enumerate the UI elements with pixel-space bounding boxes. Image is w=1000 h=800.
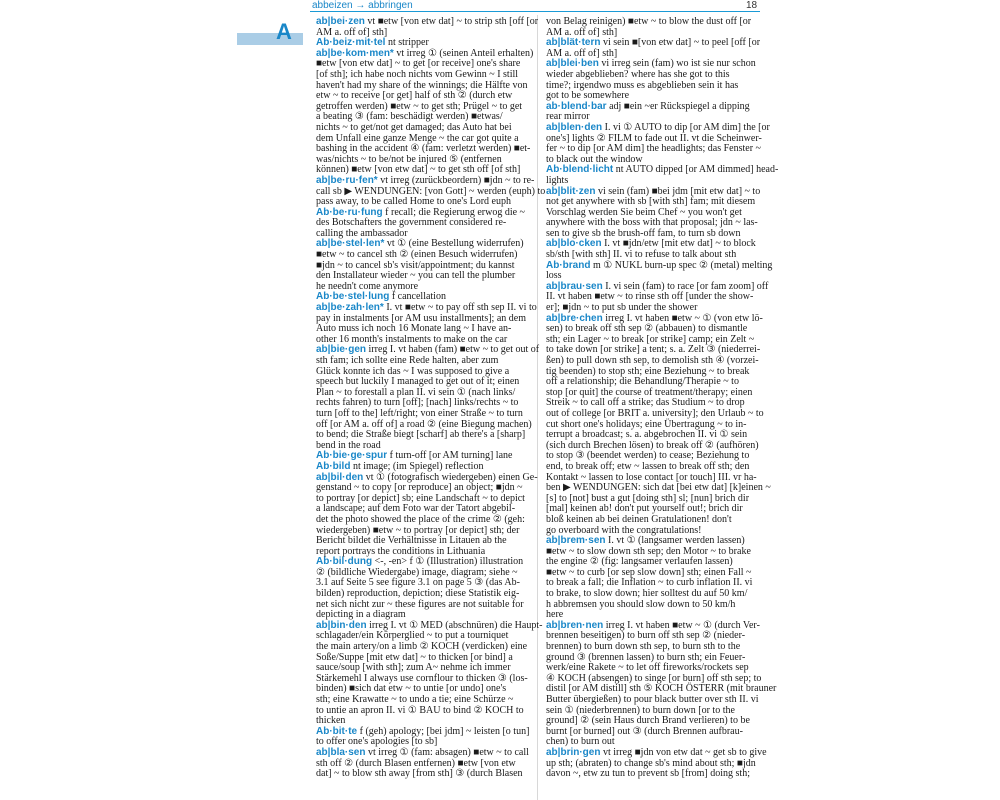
entry-text: irreg I. vt ① MED (abschnüren) die Haupt- [366, 619, 543, 631]
entry-line-headword [546, 164, 779, 176]
entry-text: [mal] keinen ab! don't put yourself out!; brich dir [546, 503, 743, 515]
entry-text: the main artery/on a limb ② KOCH (verdicken) eine [316, 641, 528, 653]
entry-text: call sb ▶ WENDUNGEN: [von Gott] ~ werden (euph) to [316, 185, 546, 197]
entry-text: [of sth]; ich habe noch nichts vom Gewinn ~ I still [316, 68, 519, 80]
entry-text: Vorschlag werden Sie beim Chef ~ you won't get [546, 206, 742, 218]
headword: ab|bre·chen [546, 312, 603, 324]
entry-text: binden) ■sich dat etw ~ to untie [or undo] one's [316, 683, 507, 695]
entry-text: ■etw ~ to curb [or sep slow down] sth; einen Fall ~ [546, 566, 752, 578]
entry-text: to bend; die Straße biegt [scharf] ab there's a [sharp] [316, 429, 526, 441]
entry-text: report portrays the conditions in Lithuania [316, 545, 486, 557]
entry-text: ground ③ (brennen lassen) to burn sth; ein Feuer- [546, 651, 746, 663]
entry-text: to break a fall; die Inflation ~ to curb inflation II. vi [546, 577, 753, 589]
headword: ab|bren·nen [546, 619, 604, 631]
entry-text: ■etw ~ to slow down sth sep; den Motor ~ to brake [546, 545, 751, 557]
entry-text: he needn't come anymore [316, 280, 419, 292]
entry-text: off a relationship; die Behandlung/Therapie ~ to [546, 376, 739, 388]
entry-text: speech but luckily I managed to get out of it; einen [316, 376, 520, 388]
entry-text: lights [546, 174, 569, 186]
entry-text: I. vi ① AUTO to dip [or AM dim] the [or [602, 121, 770, 133]
entry-text: genstand ~ to copy [or reproduce] an object; ■jdn ~ [316, 482, 523, 494]
entry-text: etw ~ to receive [or get] half of sth ② (durch etw [316, 90, 513, 102]
entry-text: sen to give sb the brush-off fam, to turn sb down [546, 227, 741, 239]
entry-text: was/nichts ~ to be/not be injured ⑤ (entfernen [316, 153, 502, 165]
entry-text: Plan ~ to forestall a plan II. vi sein ① (nach links/ [316, 386, 516, 398]
entry-text: nt stripper [385, 37, 429, 49]
entry-text: nt AUTO dipped [or AM dimmed] head- [613, 164, 779, 176]
headword: ab|blo·cken [546, 238, 602, 250]
entry-text: chen) to burn out [546, 736, 615, 748]
entry-text: to black out the window [546, 153, 643, 165]
entry-text: bashing in the accident ④ (fam: verletzt werden) ■et- [316, 143, 531, 155]
entry-text: Butter übergießen) to pour black butter over sth II. vi [546, 694, 759, 705]
header-rule [310, 11, 760, 12]
right-column [546, 16, 779, 780]
entry-text: davon ~, etw zu tun to prevent sb [from] doing sth; [546, 768, 750, 780]
entry-text: I. vt ■etw ~ to pay off sth sep II. vi to [383, 302, 537, 314]
entry-line [316, 769, 530, 780]
headword: ab·blend·bar [546, 100, 607, 112]
entry-text: pass away, to be called Home to one's Lord euph [316, 196, 511, 208]
entry-text: vt ① (eine Bestellung widerrufen) [384, 238, 524, 250]
entry-text: Kontakt ~ lassen to lose contact [or touch] III. vr ha- [546, 471, 757, 483]
entry-text: out of college [or BRIT a. university]; den Urlaub ~ to [546, 407, 764, 419]
entry-text: sein ① (niederbrennen) to burn down [or to the [546, 704, 735, 716]
entry-text: stop [or quit] the course of treatment/therapy; einen [546, 386, 753, 398]
entry-text: Glück konnte ich das ~ I was supposed to give a [316, 365, 510, 377]
entry-text: ② (bildliche Wiedergabe) image, diagram; siehe ~ [316, 566, 518, 578]
entry-text: to portray [or depict] sb; eine Landschaft ~ to depict [316, 492, 525, 504]
left-column [316, 16, 546, 780]
entry-text: a landscape; auf dem Foto war der Tatort abgebil- [316, 503, 516, 515]
entry-text: dem Unfall eine ganze Menge ~ the car got quite a [316, 132, 519, 144]
entry-text: end, to break off; etw ~ lassen to break off sth; den [546, 460, 750, 472]
headword: ab|bei·zen [316, 16, 365, 27]
entry-text: ■jdn ~ to cancel sb's visit/appointment; du kannst [316, 259, 515, 271]
entry-text: f recall; die Regierung erwog die ~ [382, 206, 525, 218]
headword: ab|be·kom·men* [316, 47, 394, 59]
entry-text: haven't had my share of the winnings; die Hälfte von [316, 79, 528, 91]
entry-text: des Botschafters the government considered re- [316, 217, 507, 229]
entry-text: nt image; (im Spiegel) reflection [350, 460, 484, 472]
entry-text: terrupt a broadcast; s. a. abgebrochen II. vi ① sein [546, 429, 748, 441]
entry-text: I. vi sein (fam) to race [or fam zoom] off [602, 280, 769, 292]
entry-text: a beating ③ (fam: beschädigt werden) ■etwas/ [316, 111, 503, 123]
headword: ab|blei·ben [546, 58, 599, 70]
entry-text: to take down [or strike] a tent; s. a. Zelt ③ (niederrei- [546, 344, 761, 356]
entry-text: vt irreg ① (seinen Anteil erhalten) [393, 47, 534, 59]
headword: ab|bla·sen [316, 746, 366, 758]
entry-text: net sich nicht zur ~ these figures are not suitable for [316, 598, 524, 610]
entry-text: time?; irgendwo muss es abgeblieben sein it has [546, 79, 739, 91]
entry-text: to stop ③ (beendet werden) to cease; Beziehung to [546, 450, 750, 462]
entry-text: sb/sth [with sth] II. vi to refuse to talk about sth [546, 249, 737, 261]
entry-text: vt irreg ① (fam: absagen) ■etw ~ to call [365, 746, 529, 758]
entry-text: to brake, to slow down; hier solltest du auf 50 km/ [546, 588, 748, 600]
entry-text: ④ KOCH (absengen) to singe [or burn] off sth sep; to [546, 672, 762, 684]
entry-text: one's] lights ② FILM to fade out II. vt die Scheinwer- [546, 132, 762, 144]
entry-text: bloß keinen ab bei deinen Gratulationen! don't [546, 513, 732, 525]
entry-text: er]; ■jdn ~ to put sb under the shower [546, 302, 698, 314]
entry-line [546, 600, 760, 611]
entry-text: irreg I. vt haben ■etw ~ ① (durch Ver- [603, 619, 760, 631]
entry-text: irreg I. vt haben (fam) ■etw ~ to get out of [366, 344, 540, 356]
entry-text: det the photo showed the place of the crime ② (geh: [316, 513, 525, 525]
entry-text: thicken [316, 715, 346, 727]
entry-text: [s] to [not] bust a gut [doing sth] sl; [nun] brich dir [546, 492, 750, 504]
entry-text: to untie an apron II. vi ① BAU to bind ② KOCH to [316, 704, 524, 716]
entry-text: Bericht bildet die Verhältnisse in Litauen ab the [316, 535, 507, 547]
entry-text: II. vt haben ■etw ~ to rinse sth off [under the show- [546, 291, 754, 303]
entry-text: ground] ② (sein Haus durch Brand verlieren) to be [546, 715, 750, 727]
headword: Ab·bil·dung [316, 556, 373, 568]
entry-text: können) ■etw [von etw dat] ~ to get sth off [of sth] [316, 164, 521, 176]
headword: ab|brem·sen [546, 535, 606, 547]
entry-text: bilden) reproduction, depiction; diese Statistik eig- [316, 588, 520, 600]
entry-text: wiedergeben) ■etw ~ to portray [or depict] sth; der [316, 524, 520, 536]
entry-text: 3.1 auf Seite 5 see figure 3.1 on page 5 ③ (das Ab- [316, 577, 520, 589]
thumb-index-letter: A [276, 19, 292, 44]
entry-text: other 16 month's instalments to make on the car [316, 333, 508, 345]
entry-text: AM a. off of] sth] [316, 26, 388, 38]
entry-text: anywhere with the boss with that proposal; jdn ~ las- [546, 217, 758, 229]
headword: Ab·bild [316, 460, 351, 472]
headword: ab|blät·tern [546, 37, 601, 49]
entry-text: the engine ② (fig: langsamer verlaufen lassen) [546, 556, 733, 568]
entry-text: sauce/soup [with sth]; zum A~ nehme ich immer [316, 662, 511, 674]
entry-text: got to be somewhere [546, 90, 630, 102]
entry-text: vi sein ■[von etw dat] ~ to peel [off [or [600, 37, 761, 49]
entry-text: to offer one's apologies [to sb] [316, 736, 438, 748]
entry-text: tig beenden) to stop sth; eine Beziehung ~ to break [546, 365, 750, 377]
headword: ab|bil·den [316, 471, 364, 483]
headword: ab|brin·gen [546, 746, 601, 758]
thumb-index-tab[interactable] [237, 33, 303, 45]
entry-text: depicting in a diagram [316, 609, 406, 621]
entry-text: loss [546, 270, 562, 282]
entry-text: I. vt ① (langsamer werden lassen) [605, 535, 745, 547]
entry-text: bend in the road [316, 439, 381, 451]
entry-text: rear mirror [546, 111, 590, 123]
entry-text: vt ① (fotografisch wiedergeben) einen Ge- [363, 471, 538, 483]
entry-text: werk/eine Rakete ~ to let off fireworks/rockets sep [546, 662, 749, 674]
entry-text: up sth; (abraten) to change sb's mind about sth; ■jdn [546, 757, 756, 769]
headword: Ab·beiz·mit·tel [316, 37, 386, 49]
entry-text: getroffen werden) ■etw ~ to get sth; Prügel ~ to get [316, 100, 523, 112]
column-divider [537, 15, 538, 800]
headword: ab|blit·zen [546, 185, 596, 197]
entry-text: ■etw ~ to cancel sth ② (einen Besuch widerrufen) [316, 249, 518, 261]
entry-text: f cancellation [389, 291, 446, 303]
entry-text: burnt [or burned] out ③ (durch Brennen aufbrau- [546, 725, 743, 737]
headword: Ab·bit·te [316, 725, 358, 737]
entry-text: (sich durch Brechen lösen) to break off ② (aufhören) [546, 439, 759, 451]
entry-line [316, 706, 530, 717]
entry-text: vt irreg (zurückbeordern) ■jdn ~ to re- [377, 174, 535, 186]
entry-text: cut short one's holidays; eine Übertragung ~ to in- [546, 418, 747, 430]
headword: ab|be·zah·len* [316, 302, 384, 314]
entry-text: sth off ② (durch Blasen entfernen) ■etw [von etw [316, 757, 516, 769]
entry-text: ßen) to pull down sth sep, to demolish sth ④ (vorzei- [546, 355, 759, 366]
entry-line [546, 769, 760, 780]
entry-text: m ① NUKL burn-up spec ② (metal) melting [590, 259, 773, 271]
entry-text: I. vt ■jdn/etw [mit etw dat] ~ to block [601, 238, 756, 250]
entry-text: vi sein (fam) ■bei jdm [mit etw dat] ~ to [595, 185, 761, 197]
entry-text: adj ■ein ~er Rückspiegel a dipping [606, 100, 750, 112]
entry-text: f (geh) apology; [bei jdm] ~ leisten [o tun] [357, 725, 530, 737]
entry-text: pay in instalments [or AM usu installments]; an dem [316, 312, 526, 324]
entry-text: dat] ~ to blow sth away [from sth] ③ (durch Blasen [316, 768, 523, 780]
entry-text: schlagader/ein Körperglied ~ to put a tourniquet [316, 630, 509, 642]
headword: ab|be·ru·fen* [316, 174, 378, 186]
entry-text: calling the ambassador [316, 227, 408, 239]
headword: ab|bie·gen [316, 344, 367, 356]
page-number: 18 [746, 0, 758, 11]
entry-text: nichts ~ to get/not get damaged; das Auto hat bei [316, 121, 512, 133]
entry-text: f turn-off [or AM turning] lane [387, 450, 513, 462]
entry-text: AM a. off of] sth] [546, 26, 618, 38]
entry-text: den Installateur wieder ~ you can tell the plumber [316, 270, 516, 282]
entry-text: off [or AM a. off of] a road ② (eine Biegung machen) [316, 418, 532, 430]
entry-text: sen) to break off sth sep ② (abbauen) to dismantle [546, 323, 748, 335]
entry-text: sth; eine Krawatte ~ to undo a tie; eine Schürze ~ [316, 694, 514, 705]
entry-text: fer ~ to dip [or AM dim] the headlights; das Fenster ~ [546, 143, 761, 155]
headword: Ab·blend·licht [546, 164, 614, 176]
entry-text: <-, -en> f ① (Illustration) illustration [372, 556, 524, 568]
entry-text: von Belag reinigen) ■etw ~ to blow the dust off [or [546, 16, 752, 27]
entry-text: here [546, 609, 564, 621]
entry-text: not get anywhere with sb [with sth] fam; mit diesem [546, 196, 756, 208]
headword: ab|be·stel·len* [316, 238, 385, 250]
entry-text: vi irreg sein (fam) wo ist sie nur schon [598, 58, 756, 70]
headword: Ab·bie·ge·spur [316, 450, 388, 462]
entry-text: Auto muss ich noch 16 Monate lang ~ I have an- [316, 323, 512, 335]
entry-line-headword [546, 259, 773, 272]
entry-text: ■etw [von etw dat] ~ to get [or receive] one's share [316, 58, 521, 70]
entry-text: Soße/Suppe [mit etw dat] ~ to thicken [or bind] a [316, 651, 513, 663]
entry-text: irreg I. vt haben ■etw ~ ① (von etw lö- [602, 312, 763, 324]
entry-text: Stärkemehl I always use cornflour to thicken ③ (los- [316, 672, 528, 684]
entry-text: vt irreg ■jdn von etw dat ~ get sb to give [600, 746, 767, 758]
entry-text: h abbremsen you should slow down to 50 km/h [546, 598, 736, 610]
entry-text: Streik ~ to call off a strike; das Studium ~ to drop [546, 397, 745, 409]
headword: Ab·brand [546, 259, 591, 271]
entry-text: ben ▶ WENDUNGEN: sich dat [bei etw dat] [k]einen ~ [546, 482, 771, 494]
running-head: abbeizen → abbringen [312, 0, 413, 11]
headword: Ab·be·ru·fung [316, 206, 383, 218]
entry-text: brennen) to burn down sth sep, to burn sth to the [546, 641, 741, 653]
entry-text: distil [or AM distill] sth ⑤ KOCH ÖSTERR (mit brauner [546, 683, 777, 695]
entry-text: go overboard with the congratulations! [546, 524, 702, 536]
entry-text: rechts fahren) to turn [off]; [nach] links/rechts ~ to [316, 397, 519, 409]
headword: ab|blen·den [546, 121, 603, 133]
entry-text: sth; ein Lager ~ to break [or strike] camp; ein Zelt ~ [546, 333, 755, 345]
headword: ab|brau·sen [546, 280, 603, 292]
entry-text: vt ■etw [von etw dat] ~ to strip sth [off [or [364, 16, 539, 27]
entry-text: brennen beseitigen) to burn off sth sep ② (nieder- [546, 630, 746, 642]
entry-text: turn [off to the] left/right; von einer Straße ~ to turn [316, 407, 523, 419]
headword: ab|bin·den [316, 619, 367, 631]
headword: Ab·be·stel·lung [316, 291, 390, 303]
entry-text: AM a. off of] sth] [546, 47, 618, 59]
entry-text: wieder abgeblieben? where has she got to this [546, 68, 730, 80]
entry-text: sth fam; ich sollte eine Rede halten, aber zum [316, 355, 499, 366]
